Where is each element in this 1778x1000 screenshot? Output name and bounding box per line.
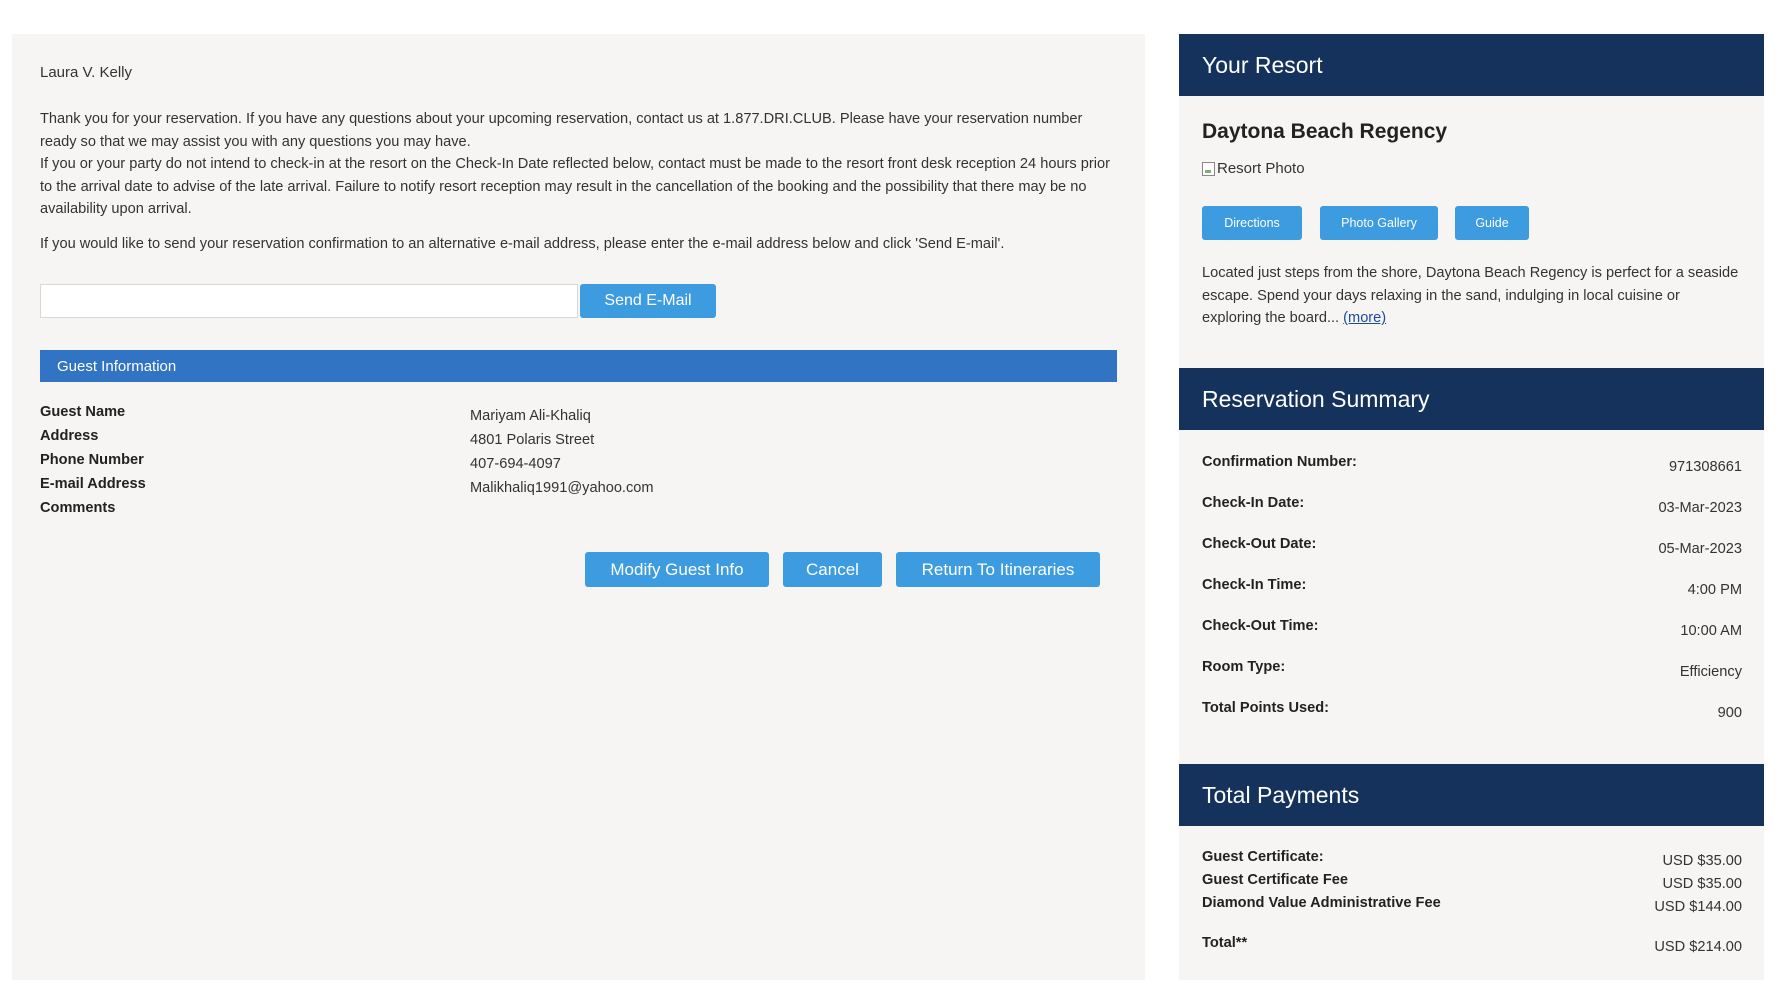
summary-label: Room Type: bbox=[1202, 659, 1286, 675]
intro-paragraph-contact: Thank you for your reservation. If you have any questions about your upcoming reservation, contact us at 1.877.DRI.CLUB. Please have your reservation number ready so that we may assist you with any questions you may have. bbox=[40, 111, 1083, 150]
summary-label: Confirmation Number: bbox=[1202, 454, 1357, 470]
guest-name-value: Mariyam Ali-Khaliq bbox=[470, 408, 591, 424]
more-link[interactable]: (more) bbox=[1343, 310, 1387, 327]
address-label: Address bbox=[40, 428, 99, 444]
payment-label: Guest Certificate: bbox=[1202, 849, 1324, 865]
guide-button[interactable]: Guide bbox=[1455, 206, 1529, 240]
alt-email-instructions: If you would like to send your reservation confirmation to an alternative e-mail address, please enter the e-mail address below and click 'Send E-mail'. bbox=[40, 236, 1005, 252]
summary-label: Check-Out Date: bbox=[1202, 536, 1317, 552]
summary-label: Check-In Time: bbox=[1202, 577, 1307, 593]
intro-text bbox=[40, 108, 1120, 221]
cancel-button[interactable]: Cancel bbox=[783, 552, 882, 587]
summary-label: Total Points Used: bbox=[1202, 700, 1330, 716]
resort-photo bbox=[1202, 160, 1305, 177]
send-email-button[interactable]: Send E-Mail bbox=[580, 284, 716, 318]
intro-paragraph-late-arrival: If you or your party do not intend to check-in at the resort on the Check-In Date reflected below, contact must be made to the resort front desk reception 24 hours prior to the arrival date to advise of the late arrival. Failure to notify resort reception may result in the cancellation of the booking and the possibility that there may be no availability upon arrival. bbox=[40, 156, 1110, 218]
payment-value: USD $144.00 bbox=[1654, 899, 1742, 915]
guest-info-values bbox=[470, 404, 654, 500]
summary-value: Efficiency bbox=[1679, 664, 1742, 680]
payment-label: Diamond Value Administrative Fee bbox=[1202, 895, 1441, 911]
directions-button[interactable]: Directions bbox=[1202, 206, 1302, 240]
email-address-value: Malikhaliq1991@yahoo.com bbox=[470, 480, 654, 496]
resort-photo-alt-text: Resort Photo bbox=[1217, 160, 1305, 177]
resort-description bbox=[1202, 262, 1742, 330]
alt-email-input[interactable] bbox=[40, 284, 578, 318]
summary-label: Check-Out Time: bbox=[1202, 618, 1319, 634]
resort-description-text: Located just steps from the shore, Daytona Beach Regency is perfect for a seaside escape. Spend your days relaxing in the sand, indulging in local cuisine or exploring the board... bbox=[1202, 265, 1739, 327]
guest-info-labels bbox=[40, 400, 146, 520]
summary-label: Check-In Date: bbox=[1202, 495, 1305, 511]
total-payments-header: Total Payments bbox=[1179, 764, 1764, 826]
guest-name-label: Guest Name bbox=[40, 404, 126, 420]
phone-number-label: Phone Number bbox=[40, 452, 144, 468]
summary-value: 4:00 PM bbox=[1687, 582, 1742, 598]
summary-value: 03-Mar-2023 bbox=[1658, 500, 1742, 516]
address-value: 4801 Polaris Street bbox=[470, 432, 595, 448]
your-resort-header: Your Resort bbox=[1179, 34, 1764, 96]
broken-image-icon bbox=[1202, 162, 1215, 176]
summary-value: 10:00 AM bbox=[1680, 623, 1742, 639]
summary-value: 05-Mar-2023 bbox=[1658, 541, 1742, 557]
total-value: USD $214.00 bbox=[1654, 939, 1742, 955]
sidebar bbox=[1179, 34, 1764, 980]
payment-value: USD $35.00 bbox=[1662, 853, 1742, 869]
photo-gallery-button[interactable]: Photo Gallery bbox=[1320, 206, 1438, 240]
return-to-itineraries-button[interactable]: Return To Itineraries bbox=[896, 552, 1100, 587]
comments-label: Comments bbox=[40, 500, 116, 516]
summary-value: 900 bbox=[1717, 705, 1742, 721]
payment-label: Guest Certificate Fee bbox=[1202, 872, 1348, 888]
reservation-summary-header: Reservation Summary bbox=[1179, 368, 1764, 430]
reservation-confirmation-panel bbox=[12, 34, 1145, 980]
modify-guest-info-button[interactable]: Modify Guest Info bbox=[585, 552, 769, 587]
payment-value: USD $35.00 bbox=[1662, 876, 1742, 892]
total-label: Total** bbox=[1202, 935, 1248, 951]
phone-number-value: 407-694-4097 bbox=[470, 456, 561, 472]
guest-information-header: Guest Information bbox=[40, 350, 1117, 382]
resort-name: Daytona Beach Regency bbox=[1202, 120, 1448, 143]
member-name: Laura V. Kelly bbox=[40, 64, 133, 81]
email-address-label: E-mail Address bbox=[40, 476, 146, 492]
summary-value: 971308661 bbox=[1668, 459, 1742, 475]
